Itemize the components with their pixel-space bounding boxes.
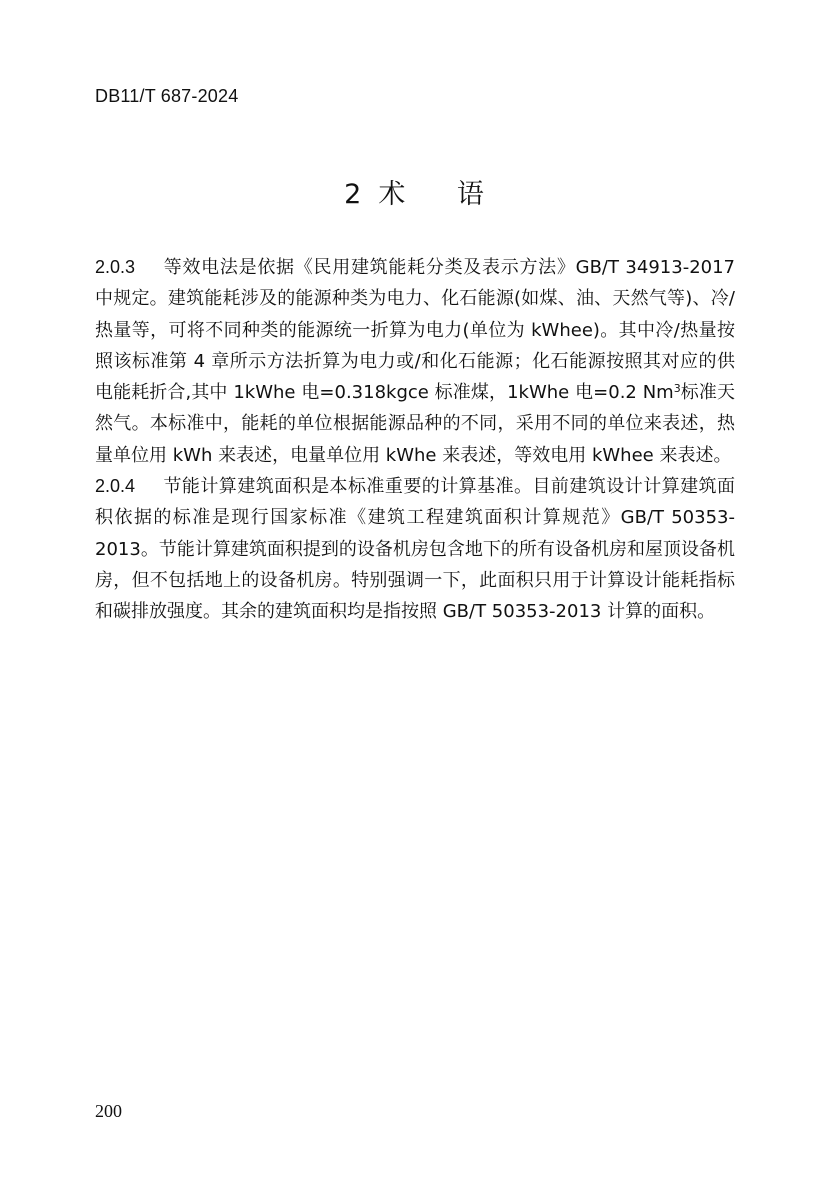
chapter-title: 2 术 语: [344, 179, 484, 210]
superscript: 3: [673, 382, 681, 396]
clause-text-continued: 标准天然气。本标准中，能耗的单位根据能源品种的不同，采用不同的单位来表述，热量单位用 kWh 来表述，电量单位用 kWhe 来表述，等效电用 kWhee 来表述。: [95, 382, 736, 466]
standard-code-header: DB11/T 687-2024: [95, 86, 239, 106]
clause-explanations: [95, 252, 735, 628]
page-number: 200: [95, 1101, 122, 1121]
clause-2-0-3: [95, 252, 735, 471]
clause-text: 等效电法是依据《民用建筑能耗分类及表示方法》GB/T 34913-2017 中规定。建筑能耗涉及的能源种类为电力、化石能源(如煤、油、天然气等)、冷/热量等，可将不同种类的能源统一折算为电力(单位为 kWhee)。其中冷/热量按照该标准第 4 章所示方法折算为电力或/和化石能源；化石能源按照其对应的供电能耗折合,其中 1kWhe 电=0.318kgce 标准煤，1kWhe 电=0.2 Nm: [95, 257, 735, 404]
clause-text: 节能计算建筑面积是本标准重要的计算基准。目前建筑设计计算建筑面积依据的标准是现行国家标准《建筑工程建筑面积计算规范》GB/T 50353-2013。节能计算建筑面积提到的设备机房包含地下的所有设备机房和屋顶设备机房，但不包括地上的设备机房。特别强调一下，此面积只用于计算设计能耗指标和碳排放强度。其余的建筑面积均是指按照 GB/T 50353-2013 计算的面积。: [95, 476, 735, 623]
clause-number: 2.0.4: [95, 476, 136, 497]
clause-2-0-4: [95, 471, 735, 627]
clause-number: 2.0.3: [95, 257, 136, 277]
